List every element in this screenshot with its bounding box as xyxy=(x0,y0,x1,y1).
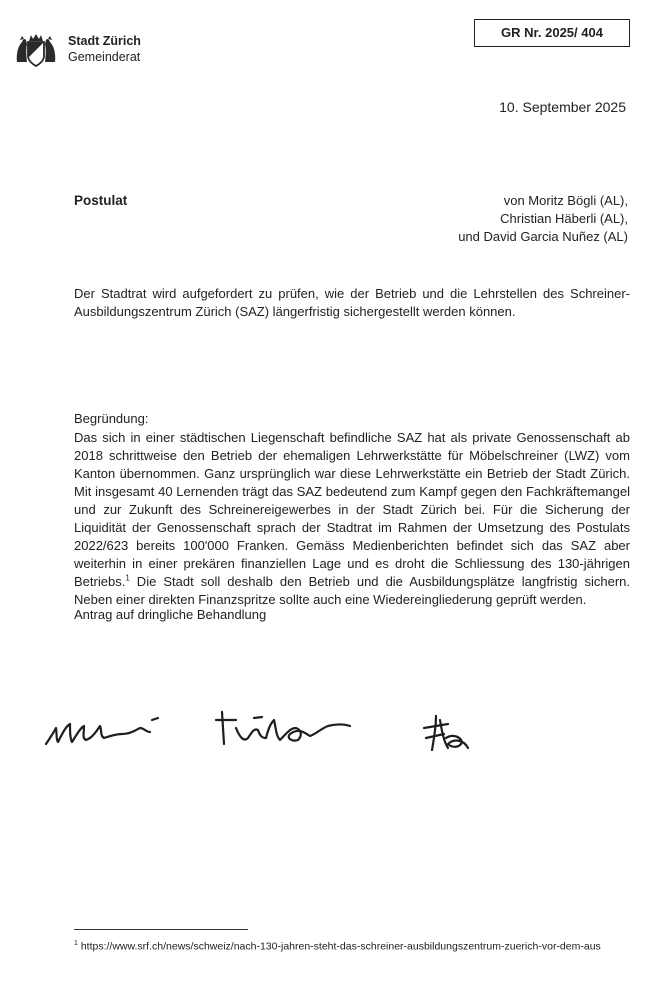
author-line: und David Garcia Nuñez (AL) xyxy=(458,229,628,244)
document-type: Postulat xyxy=(74,193,128,208)
reason-heading: Begründung: xyxy=(74,411,149,426)
issuer-block xyxy=(68,33,141,65)
authors-block xyxy=(368,192,628,246)
urgency-request: Antrag auf dringliche Behandlung xyxy=(74,607,267,622)
reason-text-part2: Die Stadt soll deshalb den Betrieb und die Ausbildungsplätze langfristig sichern. Neben einer direkten Finanzspritze sollte auch eine Wiedereingliederung geprüft werden. xyxy=(74,574,630,607)
footnote-mark: 1 xyxy=(74,940,78,947)
request-paragraph: Der Stadtrat wird aufgefordert zu prüfen, wie der Betrieb und die Lehrstellen des Schreiner-Ausbildungszentrum Zürich (SAZ) längerfristig sichergestellt werden können. xyxy=(74,286,630,319)
footnote-link[interactable]: https://www.srf.ch/news/schweiz/nach-130-jahren-steht-das-schreiner-ausbildungszentrum-zuerich-vor-dem-aus xyxy=(77,940,601,953)
reason-paragraph xyxy=(74,429,630,609)
footnote-divider xyxy=(74,929,248,930)
reason-text-part1: Das sich in einer städtischen Liegenschaft befindliche SAZ hat als private Genossenschaft ab 2018 schrittweise den Betrieb der ehemaligen Lehrwerkstätte für Möbelschreiner (LWZ) vom Kanton übernommen. Ganz ursprünglich war diese Lehrwerkstätte ein Betrieb der Stadt Zürich. Mit insgesamt 40 Lernenden trägt das SAZ bedeutend zum Kampf gegen den Fachkräftemangel und zur Zukunft des Schreinereigewerbes in der Stadt Zürich bei. Für die Sicherung der Liquidität der Genossenschaft sprach der Stadtrat im Rahmen der Umsetzung des Postulats 2022/623 bereits 100'000 Franken. Gemäss Medienberichten befindet sich das SAZ aber weiterhin in einer prekären finanziellen Lage und es droht die Schliessung des 130-jährigen Betriebs. xyxy=(74,430,630,589)
signature-3 xyxy=(424,716,468,750)
signature-1 xyxy=(46,724,150,744)
reference-number-box: GR Nr. 2025/ 404 xyxy=(474,19,630,47)
footnote-reference[interactable]: 1 xyxy=(125,573,130,583)
signatures xyxy=(40,698,500,778)
signature-2 xyxy=(216,712,350,744)
author-line: Christian Häberli (AL), xyxy=(500,211,628,226)
document-date: 10. September 2025 xyxy=(499,99,626,115)
author-line: von Moritz Bögli (AL), xyxy=(503,193,628,208)
footnote xyxy=(74,936,614,955)
zurich-coat-of-arms-icon xyxy=(14,32,58,68)
council-name: Gemeinderat xyxy=(68,50,141,64)
city-name: Stadt Zürich xyxy=(68,34,141,48)
